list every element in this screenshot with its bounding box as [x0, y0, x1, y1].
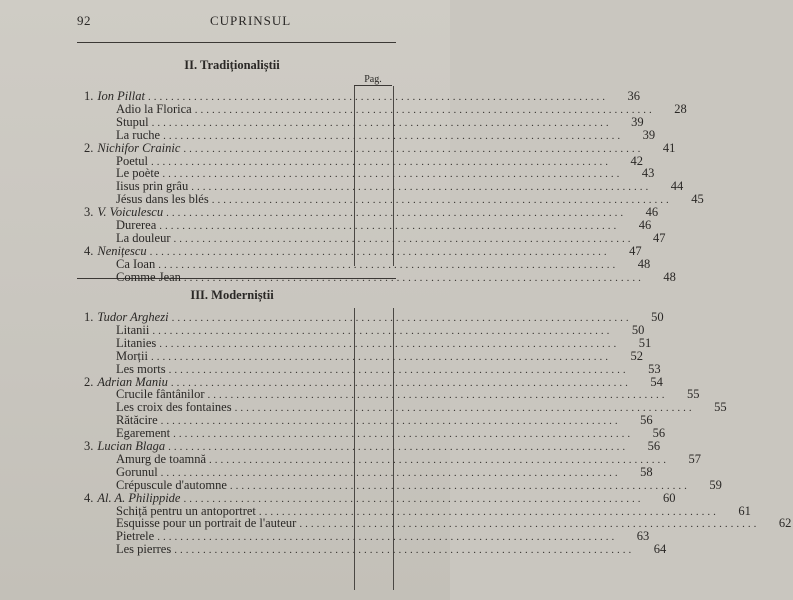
entry-title: Durerea [116, 218, 157, 232]
dot-leader: ................................................................................ [194, 103, 655, 116]
entry-page-number: 58 [640, 464, 653, 479]
entry-title: Litanies [116, 335, 157, 350]
toc-work-entry [116, 230, 666, 245]
toc-work-entry [116, 322, 645, 337]
toc-author-entry [84, 439, 661, 453]
toc-work-entry [116, 426, 666, 441]
entry-page-number: 39 [642, 127, 656, 142]
entry-title: 4. Nenițescu [84, 243, 147, 258]
dot-leader: ................................................................................ [163, 129, 624, 142]
entry-title: Iisus prin grâu [116, 179, 189, 194]
entry-title: Les croix des fontaines [116, 400, 232, 415]
toc-work-entry [116, 218, 652, 232]
entry-page-number: 54 [650, 374, 663, 389]
entry-page-number: 56 [640, 413, 653, 428]
entry-title: 4. Al. A. Philippide [84, 490, 181, 505]
entry-title: Schiță pentru un antoportret [116, 503, 256, 518]
entry-title: La ruche [116, 127, 161, 142]
entry-page-number: 47 [653, 230, 666, 245]
dot-leader: ................................................................................ [149, 245, 610, 258]
entry-title: Egarement [116, 426, 171, 441]
dot-leader: ................................................................................ [162, 168, 623, 181]
toc-work-entry [116, 516, 792, 531]
dot-leader: ................................................................................ [158, 258, 619, 271]
toc-work-entry [116, 503, 751, 518]
toc-work-entry [116, 127, 656, 142]
toc-work-entry [116, 387, 700, 402]
dot-leader: ................................................................................ [299, 518, 760, 531]
entry-title: Comme Jean [116, 269, 181, 284]
toc-work-entry [116, 179, 684, 194]
dot-leader: ................................................................................ [151, 116, 612, 129]
dot-leader: ................................................................................ [168, 363, 629, 376]
dot-leader: ................................................................................ [166, 207, 627, 220]
entry-page-number: 51 [638, 335, 652, 350]
toc-work-entry [116, 451, 702, 466]
toc-author-entry [84, 243, 642, 258]
toc-author-entry [84, 205, 659, 220]
dot-leader: ................................................................................ [174, 544, 635, 557]
toc-work-entry [116, 153, 643, 168]
entry-number: 3. [84, 205, 94, 220]
toc-author-entry [84, 374, 663, 389]
dot-leader: ................................................................................ [157, 531, 618, 544]
entry-page-number: 43 [641, 166, 655, 181]
entry-page-number: 52 [630, 348, 643, 363]
toc-author-entry [84, 140, 676, 155]
dot-leader: ................................................................................ [159, 220, 620, 232]
entry-title: Les pierres [116, 542, 172, 557]
dot-leader: ................................................................................ [173, 232, 634, 245]
dot-leader: ................................................................................ [209, 453, 670, 466]
entry-title: Esquisse pour un portrait de l'auteur [116, 516, 297, 531]
entry-page-number: 46 [645, 205, 659, 220]
toc-work-entry [116, 101, 687, 116]
entry-page-number: 48 [637, 256, 651, 271]
entry-page-number: 59 [709, 477, 722, 492]
entry-page-number: 41 [662, 140, 676, 155]
toc-work-entry [116, 413, 653, 428]
entry-title: Amurg de toamnă [116, 451, 207, 466]
entry-page-number: 63 [636, 529, 650, 544]
dot-leader: ................................................................................ [173, 428, 634, 441]
entry-page-number: 56 [652, 426, 666, 441]
dot-leader: ................................................................................ [150, 155, 611, 168]
running-head [0, 13, 450, 33]
dot-leader: ................................................................................ [171, 312, 632, 324]
entry-title: Les morts [116, 361, 166, 376]
page-number: 92 [77, 13, 91, 28]
toc-work-entry [116, 192, 704, 207]
entry-page-number: 61 [738, 503, 751, 518]
toc-author-entry [84, 310, 664, 324]
entry-title: 2. Nichifor Crainic [84, 140, 181, 155]
pag-column-label: Pag. [354, 74, 392, 86]
entry-title: Crépuscule d'automne [116, 477, 227, 492]
entry-page-number: 28 [674, 101, 687, 116]
entry-title: 3. Lucian Blaga [84, 439, 166, 453]
entry-number: 1. [84, 89, 94, 103]
header-rule [77, 42, 396, 43]
dot-leader: ................................................................................ [183, 492, 644, 505]
dot-leader: ................................................................................ [170, 376, 631, 389]
toc-work-entry [116, 542, 667, 557]
toc-work-entry [116, 464, 653, 479]
dot-leader: ................................................................................ [207, 389, 668, 402]
entry-page-number: 60 [662, 490, 676, 505]
dot-leader: ................................................................................ [159, 337, 620, 350]
entry-page-number: 57 [688, 451, 702, 466]
dot-leader: ................................................................................ [258, 505, 719, 518]
toc-work-entry [116, 529, 650, 544]
entry-page-number: 50 [631, 322, 645, 337]
entry-title: Jésus dans les blés [116, 192, 209, 207]
entry-title: Adio la Florica [116, 101, 192, 116]
toc-work-entry [116, 114, 644, 129]
section-heading-modernistii: III. Moderniștii [190, 288, 274, 302]
entry-title: Stupul [116, 114, 149, 129]
entry-number: 4. [84, 243, 94, 258]
dot-leader: ................................................................................ [168, 441, 629, 453]
dot-leader: ................................................................................ [147, 91, 608, 103]
entry-page-number: 48 [663, 269, 676, 284]
entry-title: Gorunul [116, 464, 158, 479]
entry-number: 1. [84, 310, 94, 324]
dot-leader: ................................................................................ [152, 324, 613, 337]
entry-page-number: 53 [648, 361, 661, 376]
toc-work-entry [116, 477, 722, 492]
section-heading-traditionalistii: II. Tradiționaliștii [184, 58, 280, 72]
entry-page-number: 45 [691, 192, 704, 207]
entry-title: Pietrele [116, 529, 155, 544]
entry-title: 3. V. Voiculescu [84, 205, 164, 220]
entry-title: Litanii [116, 322, 150, 337]
entry-page-number: 44 [670, 179, 684, 194]
toc-work-entry [116, 361, 661, 376]
dot-leader: ................................................................................ [183, 271, 644, 284]
entry-title: 2. Adrian Maniu [84, 374, 168, 389]
entry-page-number: 62 [778, 516, 792, 531]
entry-title: Poetul [116, 153, 148, 168]
entry-title: Morții [116, 348, 148, 363]
entry-title: Ca Ioan [116, 256, 156, 271]
toc-author-entry [84, 490, 676, 505]
dot-leader: ................................................................................ [229, 479, 690, 492]
header-title: CUPRINSUL [210, 13, 292, 28]
dot-leader: ................................................................................ [160, 415, 621, 428]
toc-work-entry [116, 256, 651, 271]
entry-page-number: 36 [627, 89, 640, 103]
entry-title: Crucile fântânilor [116, 387, 205, 402]
entry-page-number: 64 [653, 542, 667, 557]
toc-work-entry [116, 269, 676, 284]
dot-leader: ................................................................................ [191, 181, 652, 194]
toc-work-entry [116, 348, 643, 363]
entry-title: La douleur [116, 230, 171, 245]
entry-page-number: 50 [651, 310, 664, 324]
entry-number: 3. [84, 439, 94, 453]
entry-page-number: 47 [629, 243, 642, 258]
dot-leader: ................................................................................ [150, 350, 611, 363]
entry-title: 1. Ion Pillat [84, 89, 145, 103]
entry-title: Rătăcire [116, 413, 158, 428]
entry-title: 1. Tudor Arghezi [84, 310, 169, 324]
entry-number: 2. [84, 374, 94, 389]
toc-work-entry [116, 335, 652, 350]
entry-number: 2. [84, 140, 94, 155]
dot-leader: ................................................................................ [183, 142, 644, 155]
toc-work-entry [116, 166, 655, 181]
dot-leader: ................................................................................ [160, 466, 621, 479]
entry-page-number: 46 [638, 218, 652, 232]
dot-leader: ................................................................................ [211, 194, 672, 207]
entry-page-number: 55 [687, 387, 700, 402]
entry-page-number: 39 [631, 114, 644, 129]
entry-page-number: 42 [630, 153, 643, 168]
entry-number: 4. [84, 490, 94, 505]
toc-work-entry [116, 400, 727, 415]
entry-page-number: 56 [647, 439, 661, 453]
toc-author-entry [84, 89, 640, 103]
dot-leader: ................................................................................ [234, 402, 695, 415]
entry-title: Le poète [116, 166, 160, 181]
entry-page-number: 55 [714, 400, 727, 415]
